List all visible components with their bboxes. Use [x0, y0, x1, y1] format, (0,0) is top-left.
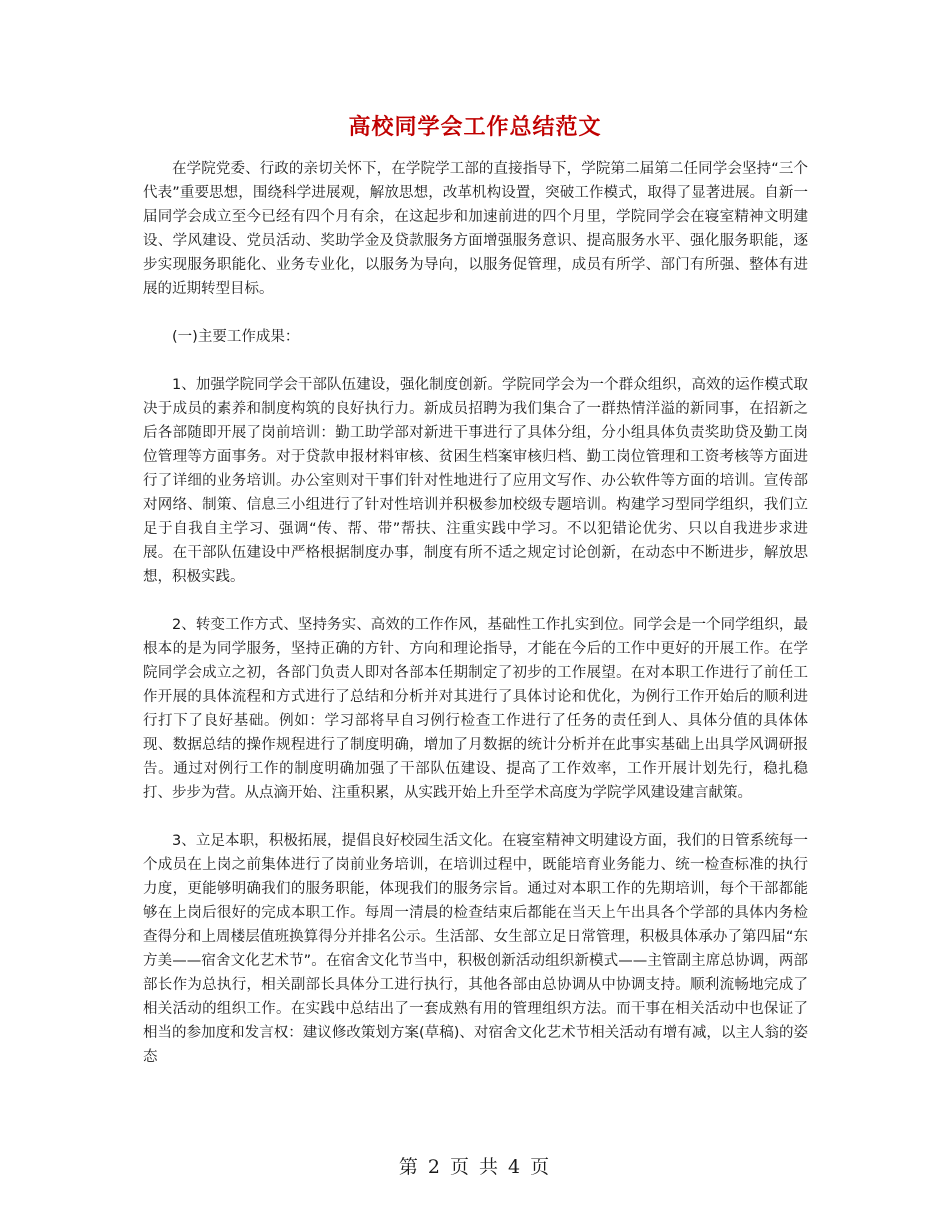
page-number-footer: 第 2 页 共 4 页 — [398, 1156, 552, 1178]
body-paragraph-2: 2、转变工作方式、坚持务实、高效的工作作风，基础性工作扎实到位。同学会是一个同学组织，最根本的是为同学服务，坚持正确的方针、方向和理论指导，才能在今后的工作中更好的开展工作。在学院同学会成立之初，各部门负责人即对各部本任期制定了初步的工作展望。在对本职工作进行了前任工作开展的具体流程和方式进行了总结和分析并对其进行了具体讨论和优化，为例行工作开始后的顺利进行打下了良好基础。例如：学习部将早自习例行检查工作进行了任务的责任到人、具体分值的具体体现、数据总结的操作规程进行了制度明确，增加了月数据的统计分析并在此事实基础上出具学风调研报告。通过对例行工作的制度明确加强了干部队伍建设、提高了工作效率，工作开展计划先行，稳扎稳打、步步为营。从点滴开始、注重积累，从实践开始上升至学术高度为学院学风建设建言献策。 — [143, 617, 808, 801]
intro-paragraph: 在学院党委、行政的亲切关怀下，在学院学工部的直接指导下，学院第二届第二任同学会坚持“三个代表”重要思想，围绕科学进展观，解放思想，改革机构设置，突破工作模式，取得了显著进展。自新一届同学会成立至今已经有四个月有余，在这起步和加速前进的四个月里，学院同学会在寝室精神文明建设、学风建设、党员活动、奖助学金及贷款服务方面增强服务意识、提高服务水平、强化服务职能，逐步实现服务职能化、业务专业化，以服务为导向，以服务促管理，成员有所学、部门有所强、整体有进展的近期转型目标。 — [143, 161, 808, 297]
body-paragraph-3: 3、立足本职，积极拓展，提倡良好校园生活文化。在寝室精神文明建设方面，我们的日管系统每一个成员在上岗之前集体进行了岗前业务培训，在培训过程中，既能培育业务能力、统一检查标准的执行力度，更能够明确我们的服务职能，体现我们的服务宗旨。通过对本职工作的先期培训，每个干部都能够在上岗后很好的完成本职工作。每周一清晨的检查结束后都能在当天上午出具各个学部的具体内务检查得分和上周楼层值班换算得分并排名公示。生活部、女生部立足日常管理，积极具体承办了第四届“东方美——宿舍文化艺术节”。在宿舍文化节当中，积极创新活动组织新模式——主管副主席总协调，两部部长作为总执行，相关副部长具体分工进行执行，其他各部由总协调从中协调支持。顺利流畅地完成了相关活动的组织工作。在实践中总结出了一套成熟有用的管理组织方法。而干事在相关活动中也保证了相当的参加度和发言权：建议修改策划方案(草稿)、对宿舍文化艺术节相关活动有增有减，以主人翁的姿态 — [143, 833, 808, 1065]
section-heading: (一)主要工作成果： — [172, 329, 300, 345]
page-title: 高校同学会工作总结范文 — [348, 115, 602, 140]
body-paragraph-1: 1、加强学院同学会干部队伍建设，强化制度创新。学院同学会为一个群众组织，高效的运作模式取决于成员的素养和制度构筑的良好执行力。新成员招聘为我们集合了一群热情洋溢的新同事，在招新之后各部随即开展了岗前培训：勤工助学部对新进干事进行了具体分组，分小组具体负责奖助贷及勤工岗位管理等方面事务。对于贷款申报材料审核、贫困生档案审核归档、勤工岗位管理和工资考核等方面进行了详细的业务培训。办公室则对干事们针对性地进行了应用文写作、办公软件等方面的培训。宣传部对网络、制策、信息三小组进行了针对性培训并积极参加校级专题培训。构建学习型同学组织，我们立足于自我自主学习、强调“传、帮、带”帮扶、注重实践中学习。不以犯错论优劣、只以自我进步求进展。在干部队伍建设中严格根据制度办事，制度有所不适之规定讨论创新，在动态中不断进步，解放思想，积极实践。 — [143, 377, 808, 585]
document-body — [143, 157, 808, 1069]
